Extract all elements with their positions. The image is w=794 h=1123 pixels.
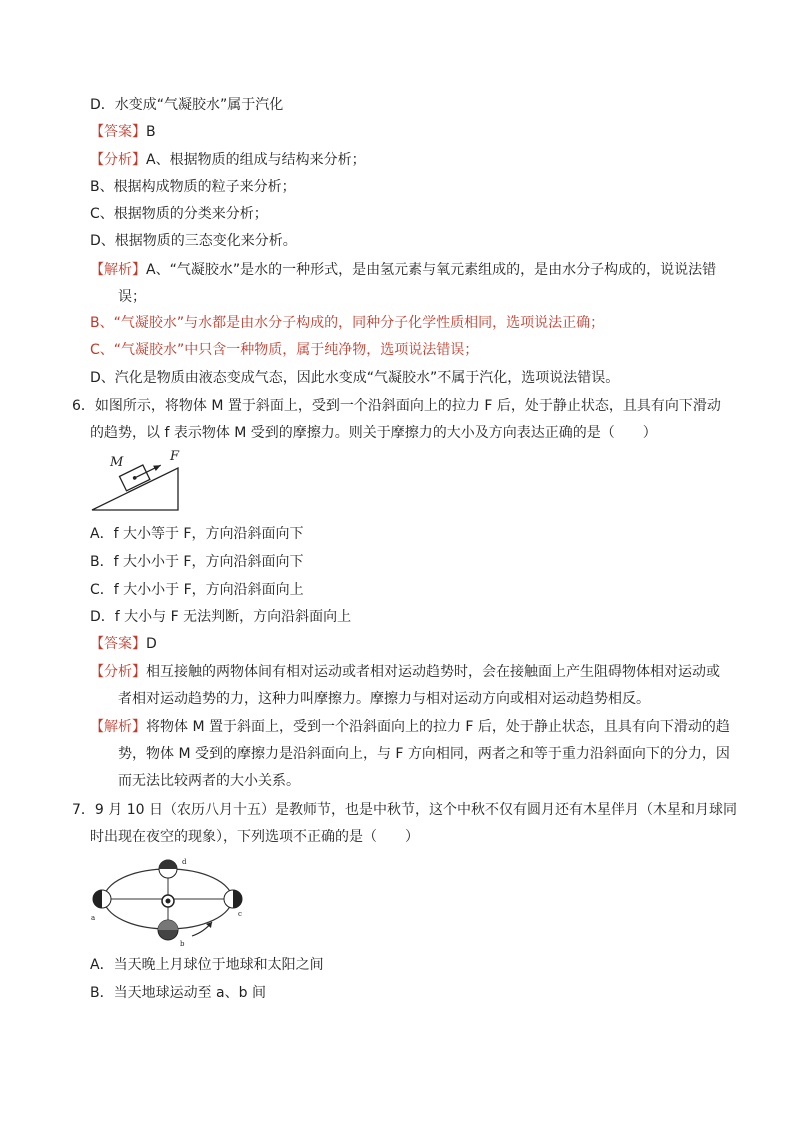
label-d: d (182, 858, 187, 866)
q5-explain-5: D、汽化是物质由液态变成气态，因此水变成“气凝胶水”不属于汽化，选项说法错误。 (90, 370, 620, 386)
label-c: c (238, 910, 242, 918)
q7-option-b: B．当天地球运动至 a、b 间 (90, 985, 266, 1001)
q5-analysis-3: C、根据物质的分类来分析； (90, 206, 268, 222)
label-f: F (170, 449, 180, 464)
q7-stem-2: 时出现在夜空的现象），下列选项不正确的是（ ） (90, 829, 419, 845)
earth-d-icon (159, 860, 177, 878)
earth-c-icon (224, 890, 242, 908)
q6-answer (90, 634, 157, 654)
q5-explain-3: B、“气凝胶水”与水都是由水分子构成的，同种分子化学性质相同，选项说法正确； (90, 315, 605, 331)
sun-icon (162, 895, 174, 907)
answer-value: D (146, 636, 157, 652)
explain-tag: 【解析】 (90, 719, 146, 735)
explain-tag: 【解析】 (90, 262, 146, 278)
q6-explain-3: 而无法比较两者的大小关系。 (118, 773, 300, 789)
analysis-text: A、根据物质的组成与结构来分析； (146, 152, 366, 168)
q5-explain-4: C、“气凝胶水”中只含一种物质，属于纯净物，选项说法错误； (90, 342, 479, 358)
label-m: M (110, 455, 124, 470)
earth-b-icon (158, 920, 178, 940)
q5-option-d: D．水变成“气凝胶水”属于汽化 (90, 97, 284, 113)
explain-text: A、“气凝胶水”是水的一种形式，是由氢元素与氧元素组成的，是由水分子构成的，说说法错 (146, 262, 717, 278)
analysis-tag: 【分析】 (90, 664, 146, 680)
q7-stem-1: 7．9 月 10 日（农历八月十五）是教师节，也是中秋节，这个中秋不仅有圆月还有木星伴月（木星和月球同 (72, 802, 737, 818)
q5-answer (90, 122, 156, 142)
q5-analysis-4: D、根据物质的三态变化来分析。 (90, 233, 297, 249)
q6-stem-1: 6．如图所示，将物体 M 置于斜面上，受到一个沿斜面向上的拉力 F 后，处于静止状态，且具有向下滑动 (72, 398, 721, 414)
q6-option-c: C．f 大小小于 F，方向沿斜面向上 (90, 582, 304, 598)
q6-option-a: A．f 大小等于 F，方向沿斜面向下 (90, 526, 304, 542)
q6-explain-1 (90, 717, 730, 737)
q6-analysis-2: 者相对运动趋势的力，这种力叫摩擦力。摩擦力与相对运动方向或相对运动趋势相反。 (118, 691, 650, 707)
q7-option-a: A．当天晚上月球位于地球和太阳之间 (90, 957, 324, 973)
analysis-tag: 【分析】 (90, 152, 146, 168)
q6-option-b: B．f 大小小于 F，方向沿斜面向下 (90, 554, 304, 570)
incline-figure (88, 448, 198, 518)
answer-value: B (146, 124, 156, 140)
label-b: b (180, 940, 185, 948)
orbit-figure (88, 854, 248, 949)
q6-explain-2: 势，物体 M 受到的摩擦力是沿斜面向上，与 F 方向相同，两者之和等于重力沿斜面向下的分力，因 (118, 746, 730, 762)
answer-tag: 【答案】 (90, 636, 146, 652)
label-a: a (91, 914, 96, 922)
q6-option-d: D．f 大小与 F 无法判断，方向沿斜面向上 (90, 609, 352, 625)
q5-analysis-2: B、根据构成物质的粒子来分析； (90, 179, 296, 195)
answer-tag: 【答案】 (90, 124, 146, 140)
q5-explain-1 (90, 260, 716, 280)
explain-text: 将物体 M 置于斜面上，受到一个沿斜面向上的拉力 F 后，处于静止状态，且具有向下滑动的趋 (146, 719, 730, 735)
q6-stem-2: 的趋势，以 f 表示物体 M 受到的摩擦力。则关于摩擦力的大小及方向表达正确的是（ ） (90, 425, 657, 441)
analysis-text: 相互接触的两物体间有相对运动或者相对运动趋势时，会在接触面上产生阻碍物体相对运动或 (146, 664, 720, 680)
q6-analysis-1 (90, 662, 720, 682)
q5-explain-2: 误； (118, 289, 146, 305)
q5-analysis-1 (90, 150, 366, 170)
earth-a-icon (93, 890, 111, 908)
